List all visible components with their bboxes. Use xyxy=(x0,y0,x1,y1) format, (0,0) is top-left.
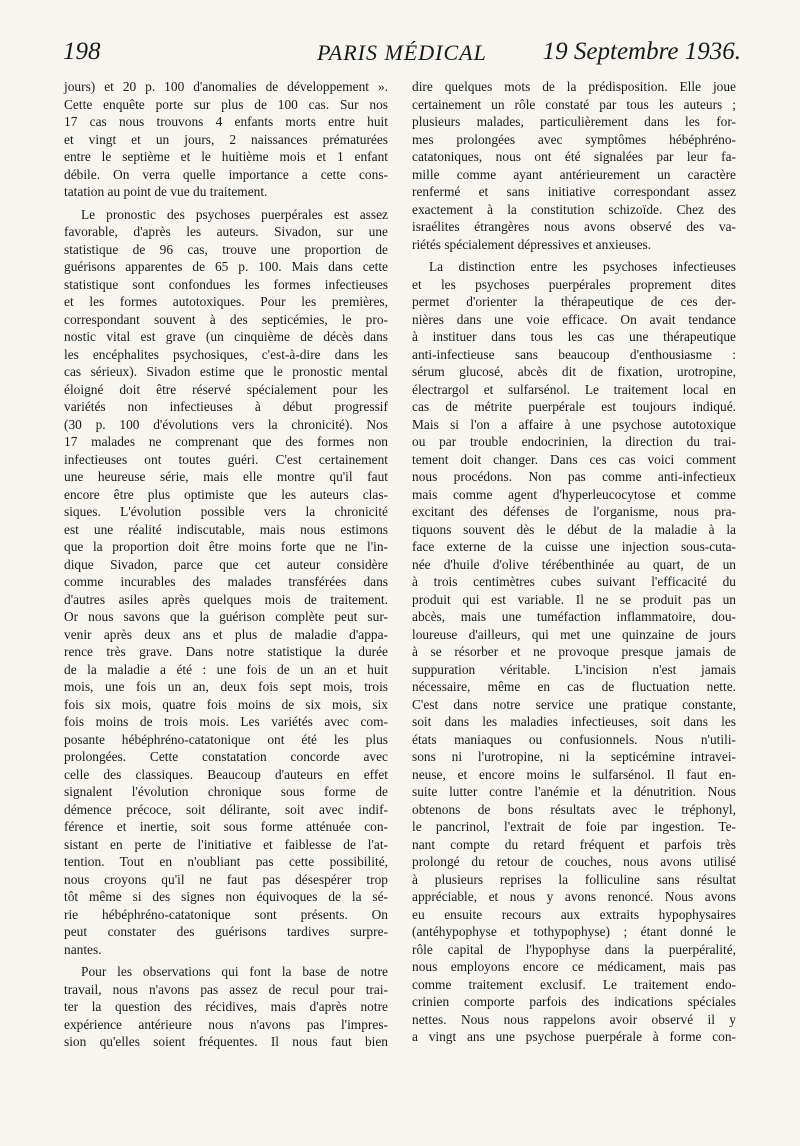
text-line: que la proportion doit être moins forte que ne l'in- xyxy=(64,539,388,554)
text-line: permet d'orienter la thérapeutique de ces der- xyxy=(412,294,736,309)
text-line: infectieuses ont toutes guéri. C'est certainement xyxy=(64,451,388,467)
text-line: loureuse d'ailleurs, qui met une quinzaine de jours xyxy=(412,626,736,642)
text-line: appréciable, et nous y avons renoncé. Nous avons xyxy=(412,889,736,904)
text-line: Pour les observations qui font la base de notre xyxy=(81,964,388,979)
text-line: à se résorber et ne provoque presque jamais de xyxy=(412,644,736,659)
text-line: fois moins de trois mois. Les variétés avec com- xyxy=(64,714,388,729)
text-line: expérience antérieure nous n'avons pas l'impres- xyxy=(64,1016,388,1032)
text-line: mais comme agent d'hyperleucocytose et comme xyxy=(412,486,736,502)
text-line: démence précoce, soit délirante, soit avec indif- xyxy=(64,801,388,817)
issue-date: 19 Septembre 1936. xyxy=(542,38,741,65)
text-line: électrargol et sulfarsénol. Le traitement local en xyxy=(412,381,736,397)
right-text-column xyxy=(412,78,736,1046)
text-line: a vingt ans une psychose puerpérale à forme con- xyxy=(412,1029,736,1044)
text-line: crinien comporte parfois des indications spéciales xyxy=(412,994,736,1009)
text-line: éloigné doit être réservé spécialement pour les xyxy=(64,381,388,397)
text-line: prolongées. Cette constatation concorde avec xyxy=(64,749,388,764)
text-line: prolongé du retour de couches, nous avons utilisé xyxy=(412,854,736,869)
text-line: venir après deux ans et plus de maladie d'appa- xyxy=(64,626,388,642)
text-line: nous employons encore ce médicament, mais pas xyxy=(412,959,736,974)
text-line: mois, une fois un an, deux fois sept mois, trois xyxy=(64,679,388,694)
text-line: sérum glucosé, abcès dit de fixation, urotropine, xyxy=(412,364,736,379)
text-line: tiquons souvent dès le début de la maladie à la xyxy=(412,521,736,537)
text-line: travail, nous n'avons pas assez de recul pour trai- xyxy=(64,981,388,997)
text-line: certainement un rôle constaté par tous les auteurs ; xyxy=(412,96,736,112)
text-line: mille comme ayant antérieurement un caractère xyxy=(412,166,736,182)
text-line: variétés non infectieuses à début progressif xyxy=(64,399,388,414)
text-line: tention. Tout en n'oubliant pas cette possibilité, xyxy=(64,854,388,869)
text-line: Le pronostic des psychoses puerpérales est assez xyxy=(81,206,388,222)
text-line: (antéhypophyse et tothypophyse) ; étant donné le xyxy=(412,924,736,939)
text-line: mes prolongées avec symptômes hébéphréno- xyxy=(412,131,736,147)
text-line: sons ni l'urotropine, ni la septicémine intravei- xyxy=(412,749,736,764)
text-line: à trois centimètres cubes suivant l'efficacité du xyxy=(412,574,736,589)
text-line: 17 cas nous trouvons 4 enfants morts entre huit xyxy=(64,114,388,129)
text-line: face externe de la cuisse une injection sous-cuta- xyxy=(412,539,736,554)
text-line: les encéphalites psychosiques, c'est-à-dire dans les xyxy=(64,346,388,362)
text-line: à plusieurs reprises la folliculine sans résultat xyxy=(412,871,736,887)
text-line: à instituer dans tous les cas une thérapeutique xyxy=(412,329,736,344)
text-line: C'est dans notre service une pratique constante, xyxy=(412,696,736,712)
text-line: Or nous savons que la guérison complète peut sur- xyxy=(64,609,388,624)
text-line: soit dans les maladies infectieuses, soit dans les xyxy=(412,714,736,729)
left-text-column xyxy=(64,78,388,1051)
text-line: et les formes autotoxiques. Pour les premières, xyxy=(64,294,388,309)
text-line: abcès, mais une tuméfaction inflammatoire, dou- xyxy=(412,609,736,624)
text-line: férence et inertie, soit sous forme atténuée con- xyxy=(64,819,388,834)
text-line: plusieurs malades, particulièrement dans les for- xyxy=(412,114,736,129)
text-line: renfermé et sans initiative correspondant assez xyxy=(412,184,736,199)
text-line: israélites étrangères nous avons observé des va- xyxy=(412,219,736,234)
text-line: rence très grave. Dans notre statistique la durée xyxy=(64,644,388,659)
text-line: Mais si l'on a affaire à une psychose autotoxique xyxy=(412,416,736,432)
text-line: débile. On verra quelle importance a cette cons- xyxy=(64,166,388,182)
text-line: sistant en perte de l'initiative et faiblesse de l'at- xyxy=(64,836,388,852)
text-line: suppuration véritable. L'incision n'est jamais xyxy=(412,661,736,677)
text-line: entre le septième et le huitième mois et 1 enfant xyxy=(64,149,388,164)
text-line: 17 malades ne comprenant que des formes non xyxy=(64,434,388,449)
text-line: sion qu'elles soient fréquentes. Il nous faut bien xyxy=(64,1034,388,1049)
text-line: correspondant souvent à des septicémies, le pro- xyxy=(64,311,388,327)
text-line: ou par trouble endocrinien, la direction du trai- xyxy=(412,434,736,449)
text-line: signalent l'évolution chronique sous forme de xyxy=(64,784,388,799)
text-line: (30 p. 100 d'évolutions vers la chronicité). Nos xyxy=(64,416,388,432)
text-line: nantes. xyxy=(64,941,102,957)
text-line: eu ensuite recours aux extraits hypophysaires xyxy=(412,906,736,922)
text-line: peut constater des guérisons tardives surpre- xyxy=(64,924,388,939)
text-line: suite lutter contre l'anémie et la dénutrition. Nous xyxy=(412,784,736,799)
text-line: états maniaques ou confusionnels. Nous n'utili- xyxy=(412,731,736,747)
text-line: nant compte du retard fréquent et parfois très xyxy=(412,836,736,852)
text-line: nous croyons qu'il ne faut pas désespérer trop xyxy=(64,871,388,887)
text-line: comme incurables des malades transférées dans xyxy=(64,574,388,589)
text-line: de la maladie a été : une fois de un an et huit xyxy=(64,661,388,677)
text-line: neuse, et encore moins le sulfarsénol. Il faut en- xyxy=(412,766,736,782)
text-line: exactement à la constitution schizoïde. Chez des xyxy=(412,201,736,217)
text-line: comme traitement exclusif. Le traitement endo- xyxy=(412,976,736,992)
text-line: nostic vital est grave (un cinquième de décès dans xyxy=(64,329,388,344)
text-line: et vingt et un jours, 2 naissances prématurées xyxy=(64,131,388,147)
text-line: produit qui est variable. Il ne se produit pas un xyxy=(412,591,736,607)
text-line: nous procédons. Non pas comme anti-infectieux xyxy=(412,469,736,484)
text-line: posante hébéphréno-catatonique ont été les plus xyxy=(64,731,388,747)
text-line: excitant des défenses de l'organisme, nous pra- xyxy=(412,504,736,519)
text-line: riétés spécialement dépressives et anxieuses. xyxy=(412,236,652,252)
text-line: rie hébéphréno-catatonique sont présents. On xyxy=(64,906,388,922)
text-line: cas de métrite puerpérale est toujours indiqué. xyxy=(412,399,736,414)
text-line: le pancrinol, l'extrait de foie par ingestion. Te- xyxy=(412,819,736,834)
text-line: tatation au point de vue du traitement. xyxy=(64,184,268,199)
text-line: nières dans une voie efficace. On avait tendance xyxy=(412,311,736,327)
text-line: anti-infectieuse sans beaucoup d'enthousiasme : xyxy=(412,346,736,362)
text-line: catatoniques, nous ont été signalées par leur fa- xyxy=(412,149,736,164)
text-line: tement doit changer. Dans ces cas voici comment xyxy=(412,451,736,467)
text-line: fois six mois, quatre fois moins de six mois, six xyxy=(64,696,388,712)
text-line: est une réalité indiscutable, mais nous estimons xyxy=(64,521,388,537)
text-line: tôt même si des signes non équivoques de la sé- xyxy=(64,889,388,904)
text-line: obtenons de bons résultats avec le tréphonyl, xyxy=(412,801,736,817)
text-line: statistique de 96 cas, trouve une proportion de xyxy=(64,241,388,257)
text-line: favorable, d'après les auteurs. Sivadon, sur une xyxy=(64,224,388,239)
text-line: jours) et 20 p. 100 d'anomalies de développement ». xyxy=(64,79,388,94)
text-line: encore être plus optimiste que les auteurs clas- xyxy=(64,486,388,502)
text-line: dire quelques mots de la prédisposition. Elle joue xyxy=(412,79,736,94)
text-line: nécessaire, même en cas de fluctuation nette. xyxy=(412,679,736,694)
text-line: d'autres asiles après quelques mois de traitement. xyxy=(64,591,388,607)
text-line: siques. L'évolution possible vers la chronicité xyxy=(64,504,388,519)
text-line: guérisons apparentes de 65 p. 100. Mais dans cette xyxy=(64,259,388,274)
running-header xyxy=(63,38,741,68)
text-line: Cette enquête porte sur plus de 100 cas. Sur nos xyxy=(64,96,388,112)
text-line: celle des classiques. Beaucoup d'auteurs en effet xyxy=(64,766,388,782)
page-number: 198 xyxy=(63,38,101,65)
text-line: née d'huile d'olive térébenthinée au quart, de un xyxy=(412,556,736,572)
text-line: une heureuse série, mais elle montre qu'il faut xyxy=(64,469,388,484)
text-line: ter la question des récidives, mais d'après notre xyxy=(64,999,388,1014)
text-line: statistique sont confondues les formes infectieuses xyxy=(64,276,388,292)
text-line: dique Sivadon, parce que cet auteur considère xyxy=(64,556,388,572)
text-line: nettes. Nous nous rappelons avoir observé il y xyxy=(412,1011,736,1027)
text-line: cas sérieux). Sivadon estime que le pronostic mental xyxy=(64,364,388,379)
text-line: La distinction entre les psychoses infectieuses xyxy=(429,259,736,274)
text-line: et les psychoses puerpérales proprement dites xyxy=(412,276,736,292)
text-line: rôle capital de l'hypophyse dans la puerpéralité, xyxy=(412,941,736,957)
journal-title: PARIS MÉDICAL xyxy=(317,40,487,65)
